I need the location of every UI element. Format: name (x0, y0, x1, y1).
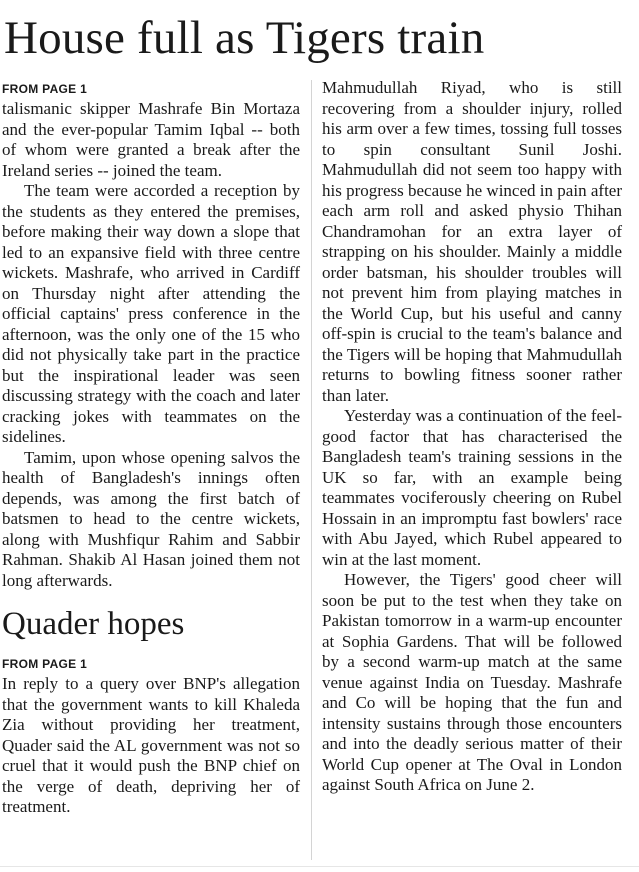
story1-paragraph-5: Yesterday was a continuation of the feel-good factor that has characterised the Bangladesh team's training sessions in the UK so far, with an example being teammates vociferously cheering on Rubel Hossain in an impromptu fast bowlers' race with Abu Jayed, which Rubel appeared to win at the last moment. (322, 406, 622, 569)
story1-paragraph-3: Tamim, upon whose opening salvos the health of Bangladesh's innings often depends, was among the first batch of batsmen to head to the centre wickets, along with Mushfiqur Rahim and Sabbir Rahman. Shakib Al Hasan joined them not long afterwards. (2, 447, 300, 590)
left-column (2, 78, 300, 818)
story2-paragraph: In reply to a query over BNP's allegation that the government wants to kill Khaleda Zia without providing her treatment, Quader said the AL government was not so cruel that it would push the BNP chief on the verge of death, depriving her of treatment. (2, 674, 300, 816)
story2-headline: Quader hopes (2, 606, 185, 642)
bottom-rule (0, 866, 639, 867)
story2-kicker: FROM PAGE 1 (2, 657, 88, 671)
story1-paragraph-4: Mahmudullah Riyad, who is still recovering from a shoulder injury, rolled his arm over a few times, tossing full tosses to spin consultant Sunil Joshi. Mahmudullah did not seem too happy with his progress because he winced in pain after each arm roll and asked physio Thihan Chandramohan for an extra layer of strapping on his shoulder. Mainly a middle order batsman, his shoulder troubles will not prevent him from playing matches in the World Cup, but his useful and canny off-spin is crucial to the team's balance and the Tigers will be hoping that Mahmudullah returns to bowling fitness sooner rather than later. (322, 78, 622, 405)
headline: House full as Tigers train (4, 12, 485, 64)
story1-paragraph-6: However, the Tigers' good cheer will soon be put to the test when they take on Pakistan tomorrow in a warm-up encounter at Sophia Gardens. That will be followed by a second warm-up match at the same venue against India on Tuesday. Mashrafe and Co will be hoping that the fun and intensity sustains through those encounters and into the deadly serious matter of their World Cup opener at The Oval in London against South Africa on June 2. (322, 570, 622, 794)
story1-paragraph-2: The team were accorded a reception by the students as they entered the premises, before making their way down a slope that led to an expansive field with three centre wickets. Mashrafe, who arrived in Cardiff on Thursday night after attending the official captains' press conference in the afternoon, was the only one of the 15 who did not physically take part in the practice but the inspirational leader was seen discussing strategy with the coach and later cracking jokes with teammates on the sidelines. (2, 181, 300, 446)
right-column (322, 78, 622, 796)
story1-paragraph-1: talismanic skipper Mashrafe Bin Mortaza and the ever-popular Tamim Iqbal -- both of whom were granted a break after the Ireland series -- joined the team. (2, 99, 300, 180)
column-divider (311, 80, 312, 860)
story1-kicker: FROM PAGE 1 (2, 82, 88, 96)
